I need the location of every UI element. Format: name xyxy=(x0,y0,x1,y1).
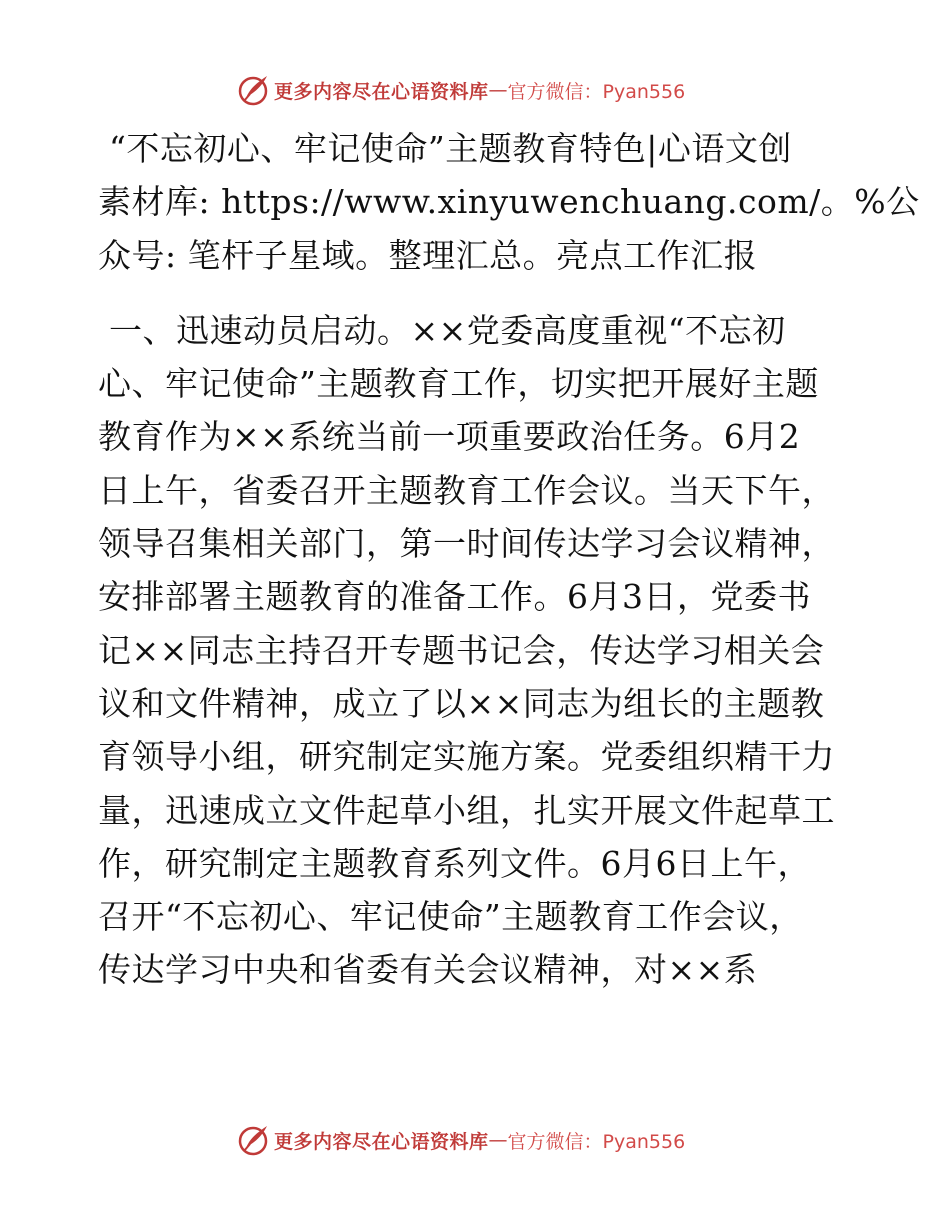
banner-dash: — xyxy=(488,79,508,101)
body-line: 教育作为××系统当前一项重要政治任务。6月2 xyxy=(98,417,801,457)
body-line: 议和文件精神，成立了以××同志为组长的主题教 xyxy=(98,683,825,723)
document-body xyxy=(98,122,920,997)
banner-wechat-text: 官方微信：Pyan556 xyxy=(507,1130,686,1153)
body-line: 心、牢记使命”主题教育工作，切实把开展好主题 xyxy=(98,364,819,404)
banner-main-text: 更多内容尽在心语资料库 xyxy=(274,80,489,103)
banner-dash: — xyxy=(488,1129,508,1151)
paragraph-gap xyxy=(98,282,858,304)
title-block xyxy=(98,122,920,282)
title-line: 素材库: https://www.xinyuwenchuang.com/。%公 xyxy=(98,182,920,222)
body-line: 安排部署主题教育的准备工作。6月3日，党委书 xyxy=(98,577,811,617)
body-line: 召开“不忘初心、牢记使命”主题教育工作会议， xyxy=(98,897,803,937)
body-line: 记××同志主持召开专题书记会，传达学习相关会 xyxy=(98,630,825,670)
banner-main-text: 更多内容尽在心语资料库 xyxy=(274,1130,489,1153)
body-line: 领导召集相关部门，第一时间传达学习会议精神， xyxy=(98,524,835,564)
footer-banner xyxy=(236,1120,685,1160)
title-line: “不忘初心、牢记使命”主题教育特色|心语文创 xyxy=(98,129,792,168)
title-line: 众号: 笔杆子星域。整理汇总。亮点工作汇报 xyxy=(98,235,758,275)
feather-quill-logo-icon xyxy=(236,73,270,107)
body-line: 日上午，省委召开主题教育工作会议。当天下午， xyxy=(98,470,835,510)
body-line: 传达学习中央和省委有关会议精神，对××系 xyxy=(98,950,758,990)
body-line: 量，迅速成立文件起草小组，扎实开展文件起草工 xyxy=(98,790,835,830)
body-line: 一、迅速动员启动。××党委高度重视“不忘初 xyxy=(98,310,786,350)
body-line: 作，研究制定主题教育系列文件。6月6日上午， xyxy=(98,843,811,883)
body-line: 育领导小组，研究制定实施方案。党委组织精干力 xyxy=(98,737,835,777)
body-paragraph xyxy=(98,304,858,997)
header-banner xyxy=(236,70,685,110)
feather-quill-logo-icon xyxy=(236,1123,270,1157)
banner-wechat-text: 官方微信：Pyan556 xyxy=(507,80,686,103)
